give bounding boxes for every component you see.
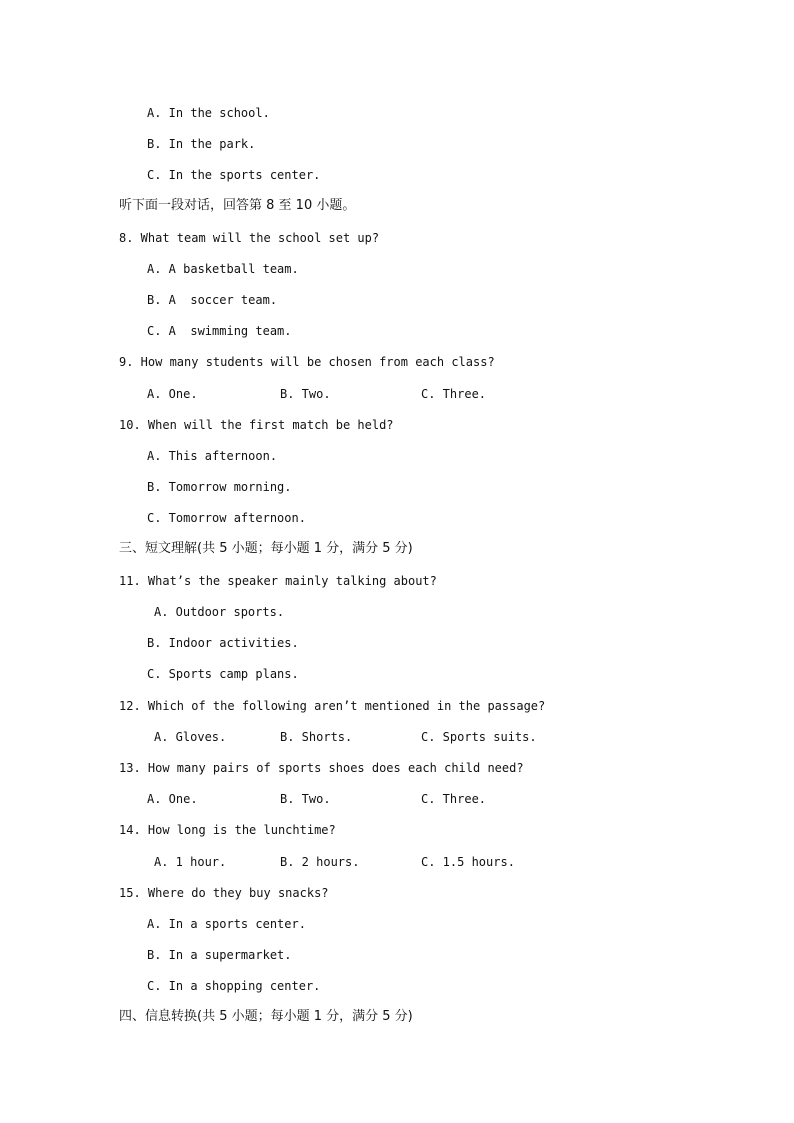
question-15: 15. Where do they buy snacks? bbox=[119, 886, 329, 900]
option-c: C. In the sports center. bbox=[147, 168, 321, 182]
section-instruction: 听下面一段对话，回答第 8 至 10 小题。 bbox=[119, 198, 356, 213]
section-heading: 四、信息转换(共 5 小题；每小题 1 分，满分 5 分) bbox=[119, 1009, 413, 1024]
option-c: C. 1.5 hours. bbox=[421, 855, 515, 869]
option-b: B. Two. bbox=[280, 792, 331, 806]
option-a: A. A basketball team. bbox=[147, 262, 299, 276]
option-b: B. 2 hours. bbox=[280, 855, 360, 869]
option-a: A. One. bbox=[147, 792, 198, 806]
option-c: C. Three. bbox=[421, 387, 487, 401]
option-a: A. This afternoon. bbox=[147, 449, 278, 463]
option-a: A. 1 hour. bbox=[154, 855, 227, 869]
option-b: B. Shorts. bbox=[280, 730, 353, 744]
option-a: A. In the school. bbox=[147, 106, 270, 120]
question-13: 13. How many pairs of sports shoes does each child need? bbox=[119, 761, 524, 775]
option-b: B. A soccer team. bbox=[147, 293, 278, 307]
option-c: C. Sports suits. bbox=[421, 730, 537, 744]
option-c: C. In a shopping center. bbox=[147, 979, 321, 993]
question-11: 11. What’s the speaker mainly talking about? bbox=[119, 574, 437, 588]
option-b: B. Two. bbox=[280, 387, 331, 401]
option-b: B. Tomorrow morning. bbox=[147, 480, 292, 494]
option-c: C. Three. bbox=[421, 792, 487, 806]
option-b: B. In a supermarket. bbox=[147, 948, 292, 962]
option-a: A. Outdoor sports. bbox=[154, 605, 285, 619]
section-heading: 三、短文理解(共 5 小题；每小题 1 分，满分 5 分) bbox=[119, 541, 413, 556]
option-c: C. A swimming team. bbox=[147, 324, 292, 338]
question-12: 12. Which of the following aren’t mentioned in the passage? bbox=[119, 699, 546, 713]
question-14: 14. How long is the lunchtime? bbox=[119, 823, 336, 837]
option-a: A. Gloves. bbox=[154, 730, 227, 744]
option-c: C. Sports camp plans. bbox=[147, 667, 299, 681]
option-c: C. Tomorrow afternoon. bbox=[147, 511, 306, 525]
question-8: 8. What team will the school set up? bbox=[119, 231, 380, 245]
option-a: A. In a sports center. bbox=[147, 917, 306, 931]
option-b: B. In the park. bbox=[147, 137, 256, 151]
option-b: B. Indoor activities. bbox=[147, 636, 299, 650]
option-a: A. One. bbox=[147, 387, 198, 401]
question-9: 9. How many students will be chosen from each class? bbox=[119, 355, 495, 369]
question-10: 10. When will the first match be held? bbox=[119, 418, 394, 432]
